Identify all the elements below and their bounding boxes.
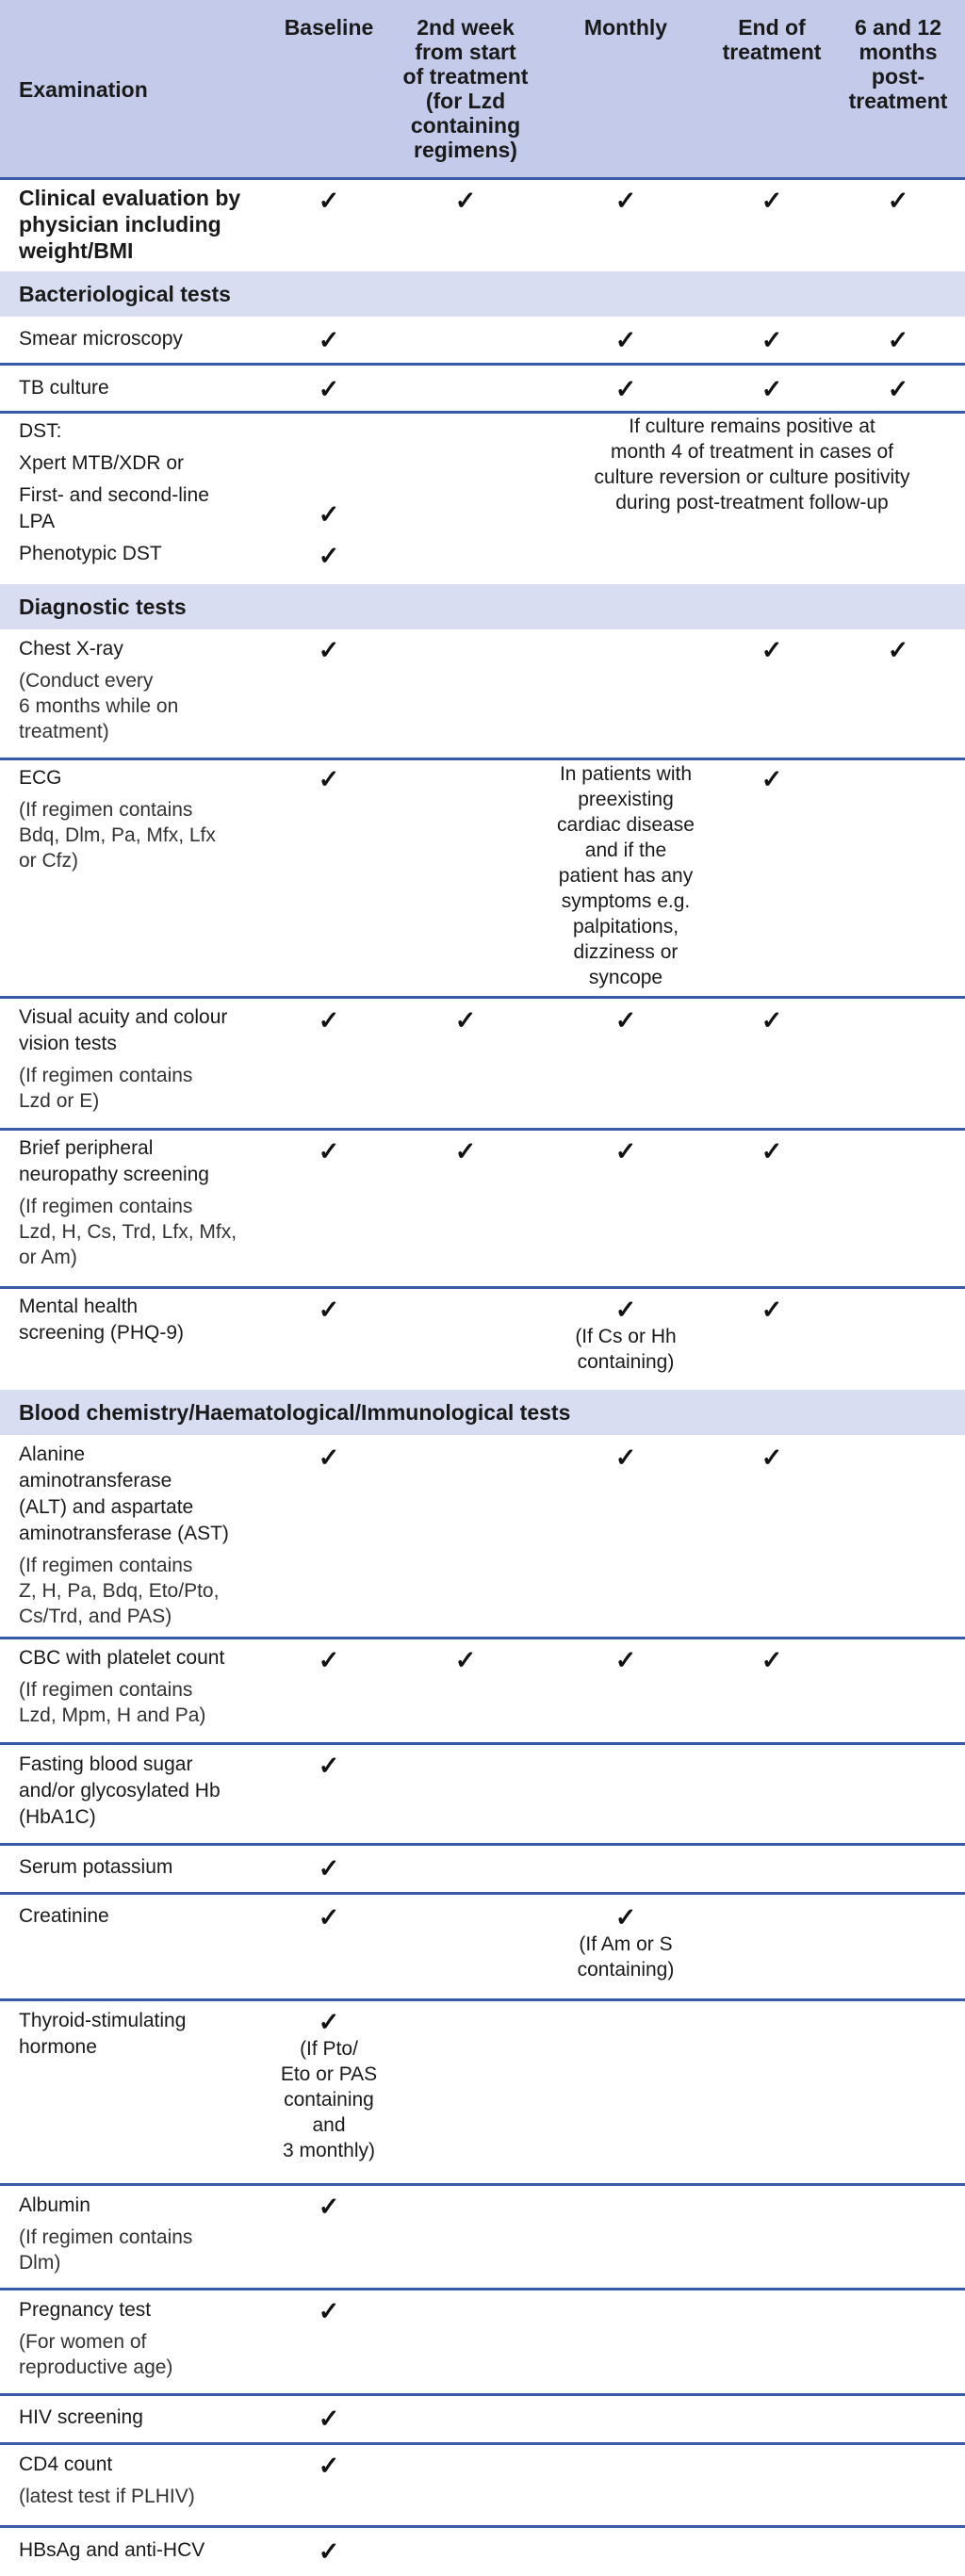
culture-label: TB culture <box>19 377 109 399</box>
check-icon: ✓ <box>887 375 909 403</box>
check-icon: ✓ <box>454 187 477 215</box>
header-2nd-week: 2nd week from start of treatment (for Lzd containing regimens) <box>402 15 529 162</box>
xray-label: Chest X-ray (Conduct every 6 months while on treatment) <box>19 638 179 742</box>
check-icon: ✓ <box>318 2008 340 2036</box>
row-creatinine <box>0 1895 965 1998</box>
check-icon: ✓ <box>318 1854 340 1883</box>
check-icon: ✓ <box>318 1752 340 1780</box>
row-hiv-screening <box>0 2396 965 2442</box>
check-icon: ✓ <box>761 765 783 793</box>
ecg-label: ECG (If regimen contains Bdq, Dlm, Pa, Mfx, Lfx or Cfz) <box>19 767 216 872</box>
hiv-label: HIV screening <box>19 2406 143 2428</box>
check-icon: ✓ <box>761 375 783 403</box>
section-title: Bacteriological tests <box>19 282 231 306</box>
check-icon: ✓ <box>761 1006 783 1035</box>
check-icon: ✓ <box>318 2405 340 2433</box>
row-cd4-count <box>0 2445 965 2525</box>
smear-label: Smear microscopy <box>19 328 183 350</box>
creatinine-label: Creatinine <box>19 1905 109 1927</box>
table-header <box>0 0 965 177</box>
row-mental-health <box>0 1289 965 1392</box>
check-icon: ✓ <box>318 1646 340 1674</box>
check-icon: ✓ <box>454 1646 477 1674</box>
row-chest-xray <box>0 629 965 758</box>
check-icon: ✓ <box>614 1443 637 1472</box>
row-thyroid <box>0 2001 965 2183</box>
check-icon: ✓ <box>614 1646 637 1674</box>
check-icon: ✓ <box>318 2537 340 2566</box>
check-icon: ✓ <box>614 375 637 403</box>
section-diagnostic <box>0 584 965 629</box>
header-end-of-treatment: End of treatment <box>722 15 822 64</box>
row-smear-microscopy <box>0 317 965 363</box>
row-fasting-blood-sugar <box>0 1745 965 1843</box>
check-icon: ✓ <box>318 1443 340 1472</box>
check-icon: ✓ <box>318 1903 340 1932</box>
row-alt-ast <box>0 1435 965 1637</box>
row-neuropathy-screening <box>0 1131 965 1286</box>
header-monthly: Monthly <box>583 15 668 40</box>
check-icon: ✓ <box>761 1443 783 1472</box>
check-icon: ✓ <box>614 326 637 354</box>
cd4-label: CD4 count (latest test if PLHIV) <box>19 2454 195 2507</box>
check-icon: ✓ <box>318 765 340 793</box>
creatinine-monthly: ✓ (If Am or S containing) <box>539 1903 712 1982</box>
cbc-label: CBC with platelet count (If regimen contains Lzd, Mpm, H and Pa) <box>19 1647 225 1726</box>
albumin-label: Albumin (If regimen contains Dlm) <box>19 2194 193 2274</box>
fasting-label: Fasting blood sugar and/or glycosylated Hb (HbA1C) <box>19 1753 221 1828</box>
check-icon: ✓ <box>318 2297 340 2325</box>
check-icon: ✓ <box>454 1137 477 1166</box>
pregnancy-label: Pregnancy test (For women of reproductive age) <box>19 2299 173 2378</box>
check-icon: ✓ <box>761 187 783 215</box>
row-hbsag <box>0 2528 965 2576</box>
check-icon: ✓ <box>318 1296 340 1324</box>
header-baseline: Baseline <box>284 15 374 40</box>
check-icon: ✓ <box>614 1137 637 1166</box>
check-icon: ✓ <box>318 1006 340 1035</box>
check-icon: ✓ <box>318 2193 340 2221</box>
check-icon: ✓ <box>761 1137 783 1166</box>
check-icon: ✓ <box>614 1903 637 1932</box>
check-icon: ✓ <box>318 542 340 570</box>
check-icon: ✓ <box>318 375 340 403</box>
visual-label: Visual acuity and colour vision tests (If regimen contains Lzd or E) <box>19 1006 228 1112</box>
neuro-label: Brief peripheral neuropathy screening (If regimen contains Lzd, H, Cs, Trd, Lfx, Mfx, or Am) <box>19 1137 237 1268</box>
row-serum-potassium <box>0 1846 965 1892</box>
header-post-treatment: 6 and 12 months post- treatment <box>848 15 948 113</box>
row-tb-culture <box>0 366 965 411</box>
check-icon: ✓ <box>887 187 909 215</box>
section-title: Diagnostic tests <box>19 595 187 619</box>
dst-label: DST: Xpert MTB/XDR or First- and second-line LPA Phenotypic DST <box>19 420 209 564</box>
potassium-label: Serum potassium <box>19 1856 173 1878</box>
check-icon: ✓ <box>454 1006 477 1035</box>
thyroid-baseline: ✓ (If Pto/ Eto or PAS containing and 3 monthly) <box>266 2008 392 2163</box>
check-icon: ✓ <box>887 326 909 354</box>
row-ecg <box>0 760 965 996</box>
check-icon: ✓ <box>614 1006 637 1035</box>
row-pregnancy-test <box>0 2291 965 2393</box>
mental-label: Mental health screening (PHQ-9) <box>19 1296 185 1344</box>
mental-monthly: ✓ (If Cs or Hh containing) <box>539 1296 712 1375</box>
dst-followup-note: If culture remains positive at month 4 of treatment in cases of culture reversion or culture positivity during post-treatment follow-up <box>594 416 910 514</box>
check-icon: ✓ <box>761 1296 783 1324</box>
check-icon: ✓ <box>318 500 340 529</box>
row-visual-acuity <box>0 999 965 1128</box>
ecg-monthly-note: In patients with preexisting cardiac disease and if the patient has any symptoms e.g. palpitations, dizziness or syncope <box>557 763 695 988</box>
section-blood-chemistry <box>0 1390 965 1435</box>
check-icon: ✓ <box>887 636 909 664</box>
check-icon: ✓ <box>761 1646 783 1674</box>
check-icon: ✓ <box>318 2452 340 2480</box>
row-albumin <box>0 2186 965 2288</box>
hbsag-label: HBsAg and anti-HCV <box>19 2539 205 2561</box>
check-icon: ✓ <box>761 326 783 354</box>
check-icon: ✓ <box>614 1296 637 1324</box>
section-title: Blood chemistry/Haematological/Immunological tests <box>19 1400 571 1425</box>
row-cbc <box>0 1639 965 1742</box>
check-icon: ✓ <box>614 187 637 215</box>
alt-label: Alanine aminotransferase (ALT) and aspartate aminotransferase (AST) (If regimen contains Z, H, Pa, Bdq, Eto/Pto, Cs/Trd, and PAS) <box>19 1443 229 1627</box>
check-icon: ✓ <box>318 636 340 664</box>
check-icon: ✓ <box>318 326 340 354</box>
thyroid-label: Thyroid-stimulating hormone <box>19 2010 187 2058</box>
header-examination: Examination <box>19 77 148 102</box>
row-clinical-evaluation <box>0 180 965 269</box>
clinical-label: Clinical evaluation by physician including weight/BMI <box>19 186 241 263</box>
check-icon: ✓ <box>318 1137 340 1166</box>
section-bacteriological <box>0 271 965 317</box>
check-icon: ✓ <box>761 636 783 664</box>
check-icon: ✓ <box>318 187 340 215</box>
